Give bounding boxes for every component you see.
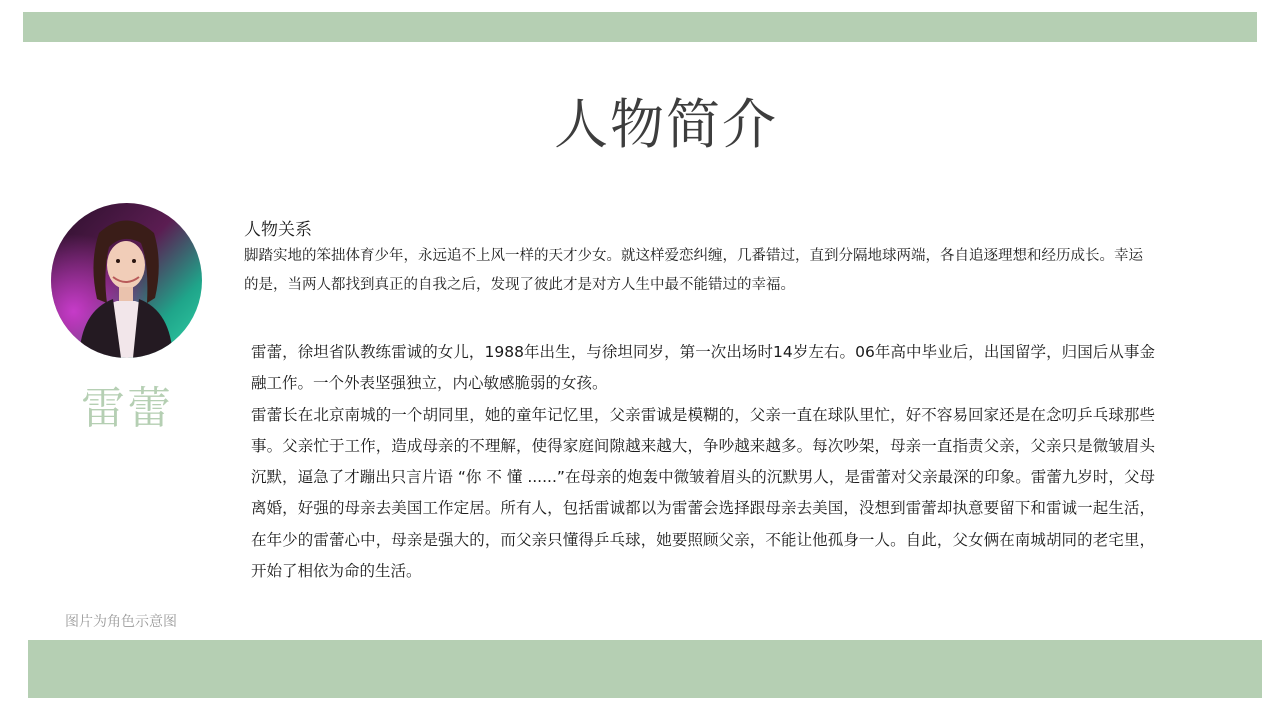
character-photo (51, 203, 202, 358)
relationship-text: 脚踏实地的笨拙体育少年，永远追不上风一样的天才少女。就这样爱恋纠缠，几番错过，直到分隔地球两端，各自追逐理想和经历成长。幸运的是，当两人都找到真正的自我之后，发现了彼此才是对方人生中最不能错过的幸福。 (244, 248, 1143, 293)
character-name: 雷蕾 (81, 383, 173, 434)
bio-paragraph-1: 雷蕾，徐坦省队教练雷诚的女儿，1988年出生，与徐坦同岁，第一次出场时14岁左右。06年高中毕业后，出国留学，归国后从事金融工作。一个外表坚强独立，内心敏感脆弱的女孩。 (251, 343, 1155, 393)
portrait-illustration (51, 203, 202, 358)
character-bio (251, 337, 1155, 587)
page-title: 人物简介 (554, 93, 778, 156)
bio-paragraph-2: 雷蕾长在北京南城的一个胡同里，她的童年记忆里，父亲雷诚是模糊的，父亲一直在球队里忙，好不容易回家还是在念叨乒乓球那些事。父亲忙于工作，造成母亲的不理解，使得家庭间隙越来越大，争吵越来越多。每次吵架，母亲一直指责父亲，父亲只是微皱眉头沉默，逼急了才蹦出只言片语 “你 不 懂 ......”在母亲的炮轰中微皱着眉头的沉默男人，是雷蕾对父亲最深的印象。雷蕾九岁时，父母离婚，好强的母亲去美国工作定居。所有人，包括雷诚都以为雷蕾会选择跟母亲去美国，没想到雷蕾却执意要留下和雷诚一起生活，在年少的雷蕾心中，母亲是强大的，而父亲只懂得乒乓球，她要照顾父亲，不能让他孤身一人。自此，父女俩在南城胡同的老宅里，开始了相依为命的生活。 (251, 405, 1155, 581)
bottom-decor-band (28, 640, 1262, 698)
top-decor-band (23, 12, 1257, 42)
image-caption: 图片为角色示意图 (65, 614, 177, 630)
relationship-heading: 人物关系 (244, 220, 312, 240)
